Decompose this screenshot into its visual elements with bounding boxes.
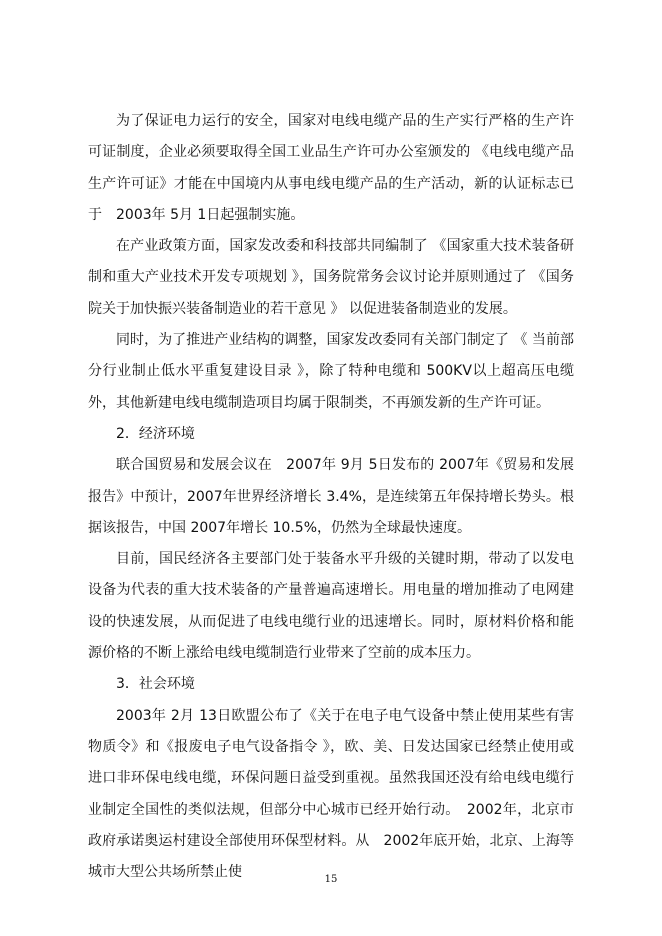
document-body (88, 106, 574, 888)
paragraph-equipment-upgrade: 目前，国民经济各主要部门处于装备水平升级的关键时期，带动了以发电设备为代表的重大技术装备的产量普遍高速增长。用电量的增加推动了电网建设的快速发展，从而促进了电线电缆行业的迅速增长。同时，原材料价格和能源价格的不断上涨给电线电缆制造行业带来了空前的成本压力。 (88, 551, 574, 662)
paragraph-industrial-policy: 在产业政策方面，国家发改委和科技部共同编制了 《国家重大技术装备研制和重大产业技术开发专项规划 》，国务院常务会议讨论并原则通过了 《国务院关于加快振兴装备制造业的若干意见 》 以促进装备制造业的发展。 (88, 238, 574, 317)
section-heading-economic-environment: 2．经济环境 (116, 425, 195, 442)
paragraph-structure-adjustment: 同时，为了推进产业结构的调整，国家发改委同有关部门制定了 《 当前部分行业制止低水平重复建设目录 》，除了特种电缆和 500KV以上超高压电缆外，其他新建电线电缆制造项目均属于限制类，不再颁发新的生产许可证。 (88, 332, 574, 411)
paragraph-production-license: 为了保证电力运行的安全，国家对电线电缆产品的生产实行严格的生产许可证制度，企业必须要取得全国工业品生产许可办公室颁发的 《电线电缆产品生产许可证》才能在中国境内从事电线电缆产品的生产活动，新的认证标志已于 2003年 5月 1日起强制实施。 (88, 113, 574, 223)
paragraph-un-trade-report: 联合国贸易和发展会议在 2007年 9月 5日发布的 2007年《贸易和发展报告》中预计，2007年世界经济增长 3.4%，是连续第五年保持增长势头。根据该报告，中国 2007年增长 10.5%，仍然为全球最快速度。 (88, 457, 574, 536)
section-heading-social-environment: 3．社会环境 (116, 676, 195, 693)
page-number: 15 (324, 874, 338, 885)
paragraph-eu-directives: 2003年 2月 13日欧盟公布了《关于在电子电气设备中禁止使用某些有害物质令》和《报废电子电气设备指令 》，欧、美、日发达国家已经禁止使用或进口非环保电线电缆，环保问题日益受到重视。虽然我国还没有给电线电缆行业制定全国性的类似法规，但部分中心城市已经开始行动。 2002年，北京市政府承诺奥运村建设全部使用环保型材料。从 2002年底开始，北京、上海等城市大型公共场所禁止使 (88, 707, 574, 881)
